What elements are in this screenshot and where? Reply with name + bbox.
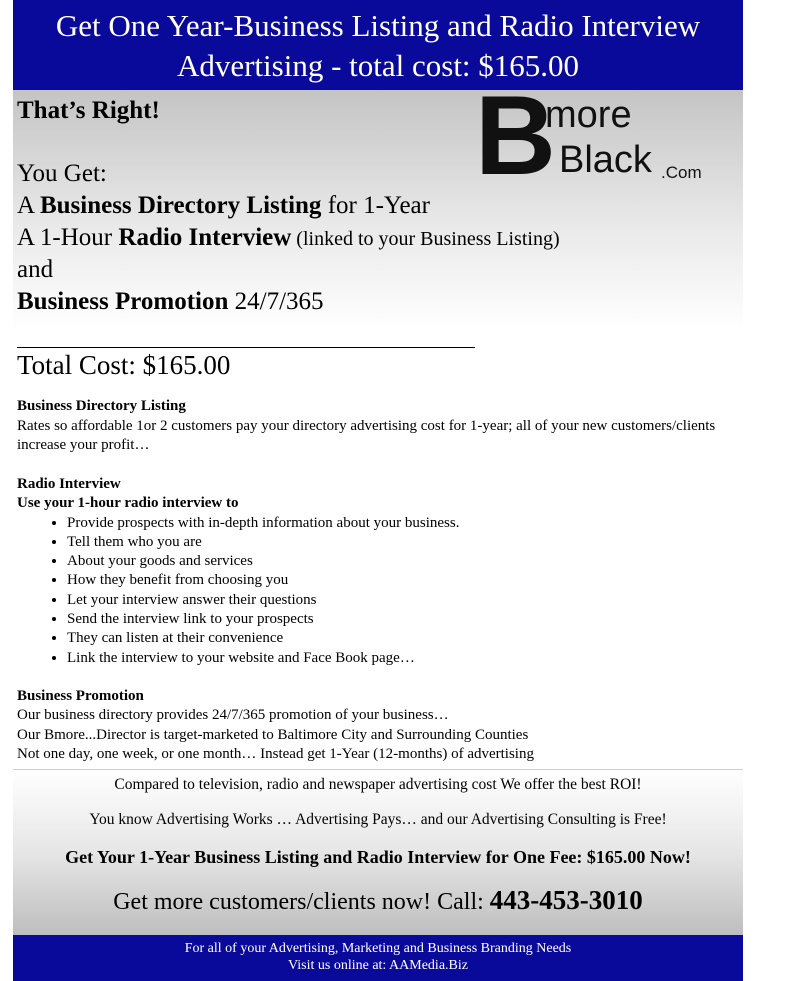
logo-letter-b: B xyxy=(475,73,556,198)
list-item: • Send the interview link to your prospects xyxy=(67,610,737,629)
promotion-line: Our Bmore...Director is target-marketed to Baltimore City and Surrounding Counties xyxy=(17,726,529,743)
offer-statement: Get Your 1-Year Business Listing and Radio Interview for One Fee: $165.00 Now! xyxy=(65,847,691,867)
radio-subheading: Use your 1-hour radio interview to xyxy=(17,495,239,511)
roi-statement: Compared to television, radio and newspaper advertising cost We offer the best ROI! xyxy=(114,776,642,793)
item-text: A 1-Hour xyxy=(17,224,119,251)
logo-com: .Com xyxy=(661,163,702,182)
radio-benefits-list xyxy=(17,514,737,668)
list-item: • Link the interview to your website and Face Book page… xyxy=(67,649,737,668)
offer-item-radio xyxy=(17,224,560,252)
and-label: and xyxy=(17,256,54,283)
divider-line xyxy=(17,347,475,348)
advertising-works-statement: You know Advertising Works … Advertising Pays… and our Advertising Consulting is Free! xyxy=(89,811,667,828)
list-item: • Provide prospects with in-depth information about your business. xyxy=(67,514,737,533)
you-get-label: You Get: xyxy=(17,160,107,187)
total-cost: Total Cost: $165.00 xyxy=(17,350,231,380)
call-to-action-section xyxy=(13,769,743,936)
item-bold: Business Promotion xyxy=(17,288,229,315)
header-line-2: Advertising - total cost: $165.00 xyxy=(176,48,580,83)
details-section xyxy=(17,397,737,765)
call-line xyxy=(13,885,743,916)
hero-section xyxy=(13,73,743,390)
footer-banner xyxy=(13,935,743,981)
list-item: • Let your interview answer their questions xyxy=(67,591,737,610)
list-item: • About your goods and services xyxy=(67,552,737,571)
list-item: • They can listen at their convenience xyxy=(67,629,737,648)
promotion-heading: Business Promotion xyxy=(17,687,144,704)
item-text: A xyxy=(17,192,40,219)
logo-more: more xyxy=(545,94,632,136)
item-text: for 1-Year xyxy=(321,192,430,219)
call-text: Get more customers/clients now! Call: xyxy=(113,889,490,915)
thats-right-heading: That’s Right! xyxy=(17,97,160,124)
logo-black: Black xyxy=(559,139,652,181)
listing-text: Rates so affordable 1or 2 customers pay your directory advertising cost for 1-year; all of your new customers/clients increase your profit… xyxy=(17,417,716,453)
list-item: • How they benefit from choosing you xyxy=(67,571,737,590)
header-line-1: Get One Year-Business Listing and Radio Interview xyxy=(55,8,701,43)
offer-item-listing xyxy=(17,192,430,220)
promotion-line: Not one day, one week, or one month… Instead get 1-Year (12-months) of advertising xyxy=(17,746,534,763)
radio-heading: Radio Interview xyxy=(17,475,121,492)
header-banner xyxy=(13,0,743,90)
item-bold: Radio Interview xyxy=(118,224,292,251)
offer-item-promotion xyxy=(17,288,324,316)
list-item: • Tell them who you are xyxy=(67,533,737,552)
flyer xyxy=(13,0,743,981)
bmore-black-logo xyxy=(475,73,715,198)
promotion-line: Our business directory provides 24/7/365 promotion of your business… xyxy=(17,707,449,724)
item-bold: Business Directory Listing xyxy=(39,192,322,219)
item-text: 24/7/365 xyxy=(228,288,324,315)
listing-heading: Business Directory Listing xyxy=(17,398,186,414)
footer-website-line[interactable]: Visit us online at: AAMedia.Biz xyxy=(288,958,468,973)
phone-number[interactable]: 443-453-3010 xyxy=(489,885,643,915)
item-note: (linked to your Business Listing) xyxy=(291,228,560,250)
footer-line-1: For all of your Advertising, Marketing and Business Branding Needs xyxy=(184,941,572,956)
